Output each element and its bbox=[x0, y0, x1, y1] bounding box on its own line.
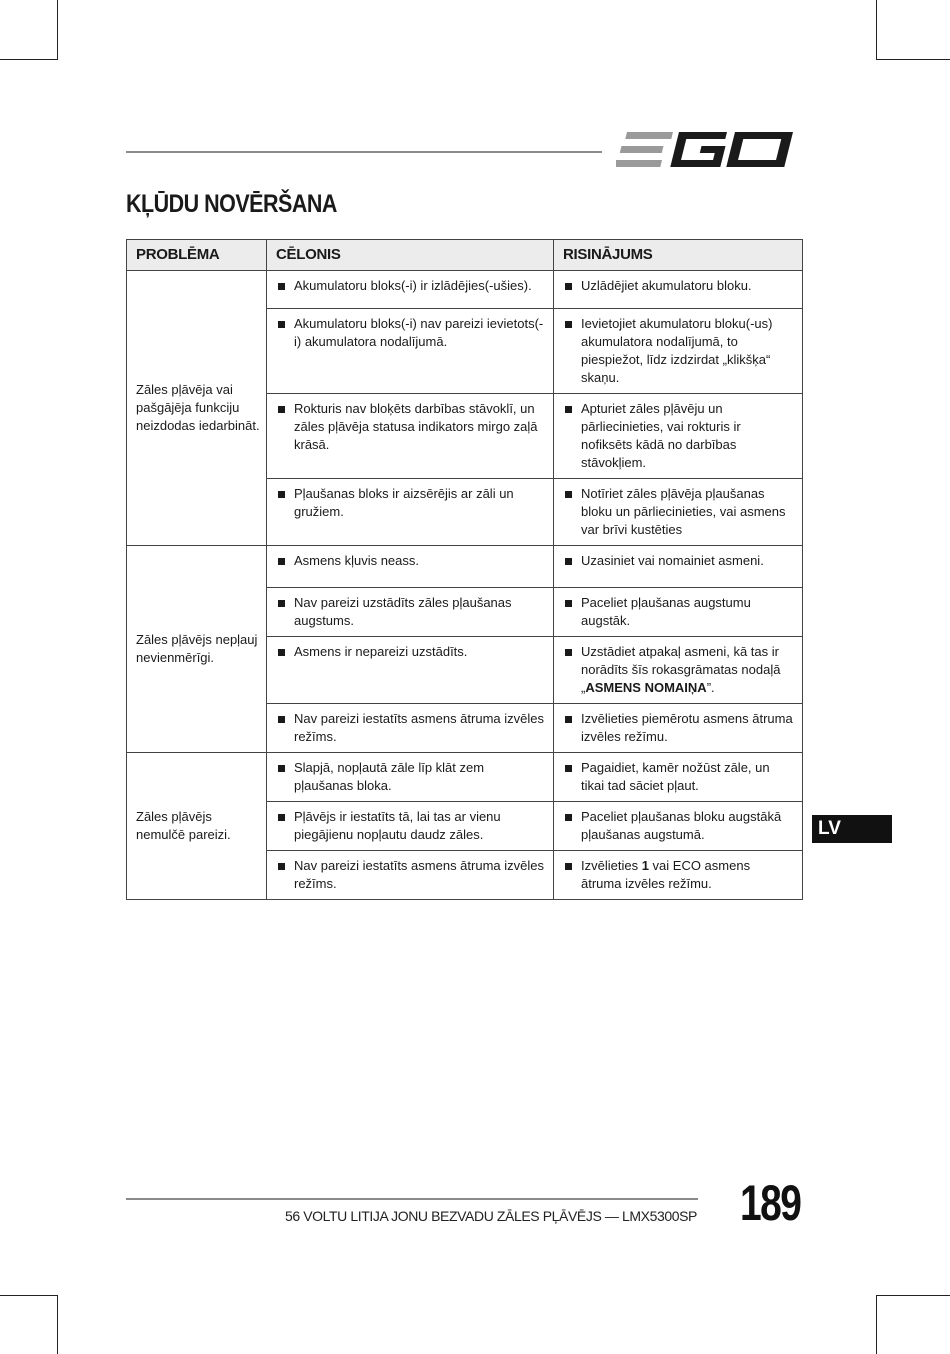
solution-text: Uzasiniet vai nomainiet asmeni. bbox=[581, 553, 764, 568]
bullet-icon bbox=[565, 491, 572, 498]
cause-text: Asmens kļuvis neass. bbox=[294, 553, 419, 568]
solution-cell bbox=[554, 637, 803, 704]
cause-cell bbox=[267, 271, 554, 309]
cause-text: Rokturis nav bloķēts darbības stāvoklī, un zāles pļāvēja statusa indikators mirgo zaļā krāsā. bbox=[294, 401, 538, 452]
solution-text-end: vai ECO asmens ātruma izvēles režīmu. bbox=[581, 858, 751, 891]
bullet-icon bbox=[278, 863, 285, 870]
bullet-icon bbox=[565, 558, 572, 565]
solution-cell bbox=[554, 802, 803, 851]
bullet-icon bbox=[278, 814, 285, 821]
cause-text: Akumulatoru bloks(-i) nav pareizi ievietots(-i) akumulatora nodalījumā. bbox=[294, 316, 544, 349]
solution-text-end: ”. bbox=[706, 680, 715, 695]
cause-text: Nav pareizi uzstādīts zāles pļaušanas augstums. bbox=[294, 595, 512, 628]
solution-text: Notīriet zāles pļāvēja pļaušanas bloku un pārliecinieties, vai asmens var brīvi kustēties bbox=[581, 486, 786, 537]
solution-text: Pagaidiet, kamēr nožūst zāle, un tikai tad sāciet pļaut. bbox=[581, 760, 770, 793]
solution-cell bbox=[554, 479, 803, 546]
bullet-icon bbox=[565, 716, 572, 723]
solution-text: Izvēlieties piemērotu asmens ātruma izvēles režīmu. bbox=[581, 711, 793, 744]
cause-cell bbox=[267, 479, 554, 546]
solution-cell bbox=[554, 588, 803, 637]
solution-text bbox=[581, 643, 794, 697]
solution-cell bbox=[554, 851, 803, 900]
bullet-icon bbox=[278, 321, 285, 328]
bullet-icon bbox=[565, 814, 572, 821]
bullet-icon bbox=[278, 491, 285, 498]
table-header-row bbox=[127, 240, 803, 271]
table-row bbox=[127, 546, 803, 588]
problem-cell: Zāles pļāvējs nepļauj nevienmērīgi. bbox=[127, 546, 267, 753]
cause-text: Slapjā, nopļautā zāle līp klāt zem pļaušanas bloka. bbox=[294, 760, 485, 793]
cause-text: Asmens ir nepareizi uzstādīts. bbox=[294, 644, 468, 659]
cause-cell bbox=[267, 588, 554, 637]
bullet-icon bbox=[278, 283, 285, 290]
cause-text: Pļāvējs ir iestatīts tā, lai tas ar vienu piegājienu nopļautu daudz zāles. bbox=[294, 809, 501, 842]
section-reference: ASMENS NOMAIŅA bbox=[585, 680, 707, 695]
crop-mark bbox=[876, 1295, 950, 1296]
crop-mark bbox=[876, 0, 877, 60]
cause-cell bbox=[267, 546, 554, 588]
bullet-icon bbox=[278, 558, 285, 565]
solution-text: Paceliet pļaušanas bloku augstākā pļaušanas augstumā. bbox=[581, 809, 782, 842]
solution-text: Uzlādējiet akumulatoru bloku. bbox=[581, 278, 752, 293]
solution-text: Paceliet pļaušanas augstumu augstāk. bbox=[581, 595, 751, 628]
page-number: 189 bbox=[740, 1175, 801, 1231]
solution-text bbox=[581, 857, 794, 893]
bullet-icon bbox=[565, 283, 572, 290]
cause-text: Nav pareizi iestatīts asmens ātruma izvēles režīms. bbox=[294, 858, 544, 891]
bullet-icon bbox=[278, 765, 285, 772]
cause-cell bbox=[267, 802, 554, 851]
header-cause: CĒLONIS bbox=[267, 240, 554, 271]
bullet-icon bbox=[565, 863, 572, 870]
crop-mark bbox=[876, 59, 950, 60]
bullet-icon bbox=[565, 321, 572, 328]
bullet-icon bbox=[565, 765, 572, 772]
solution-text: Apturiet zāles pļāvēju un pārliecinieties, vai rokturis ir nofiksēts kādā no darbības stāvokļiem. bbox=[581, 401, 741, 470]
crop-mark bbox=[57, 0, 58, 60]
footer-product-name: 56 VOLTU LITIJA JONU BEZVADU ZĀLES PĻĀVĒJS — LMX5300SP bbox=[284, 1208, 697, 1224]
cause-text: Nav pareizi iestatīts asmens ātruma izvēles režīms. bbox=[294, 711, 544, 744]
crop-mark bbox=[0, 59, 58, 60]
solution-cell bbox=[554, 271, 803, 309]
crop-mark bbox=[57, 1295, 58, 1354]
header-solution: RISINĀJUMS bbox=[554, 240, 803, 271]
cause-cell bbox=[267, 637, 554, 704]
footer-rule bbox=[126, 1198, 698, 1200]
cause-cell bbox=[267, 394, 554, 479]
header-problem: PROBLĒMA bbox=[127, 240, 267, 271]
solution-text-start: Uzstādiet atpakaļ asmeni, kā tas ir norādīts šīs rokasgrāmatas nodaļā „ bbox=[581, 644, 781, 695]
ego-logo bbox=[616, 128, 800, 172]
solution-cell bbox=[554, 309, 803, 394]
bullet-icon bbox=[278, 406, 285, 413]
cause-text: Pļaušanas bloks ir aizsērējis ar zāli un gružiem. bbox=[294, 486, 514, 519]
problem-cell: Zāles pļāvēja vai pašgājēja funkciju neizdodas iedarbināt. bbox=[127, 271, 267, 546]
table-row bbox=[127, 753, 803, 802]
bullet-icon bbox=[278, 716, 285, 723]
bullet-icon bbox=[278, 600, 285, 607]
solution-cell bbox=[554, 704, 803, 753]
bullet-icon bbox=[565, 406, 572, 413]
header-rule bbox=[126, 151, 602, 153]
bullet-icon bbox=[565, 600, 572, 607]
crop-mark bbox=[0, 1295, 58, 1296]
solution-cell bbox=[554, 753, 803, 802]
bullet-icon bbox=[278, 649, 285, 656]
solution-text: Ievietojiet akumulatoru bloku(-us) akumulatora nodalījumā, to piespiežot, līdz izdzirdat „klikšķa“ skaņu. bbox=[581, 316, 773, 385]
cause-cell bbox=[267, 753, 554, 802]
page-title: KĻŪDU NOVĒRŠANA bbox=[126, 190, 337, 218]
crop-mark bbox=[876, 1295, 877, 1354]
mode-number: 1 bbox=[641, 858, 649, 873]
solution-cell bbox=[554, 394, 803, 479]
troubleshooting-table bbox=[126, 239, 803, 900]
cause-cell bbox=[267, 309, 554, 394]
bullet-icon bbox=[565, 649, 572, 656]
solution-text-start: Izvēlieties bbox=[581, 858, 642, 873]
table-row bbox=[127, 271, 803, 309]
cause-cell bbox=[267, 851, 554, 900]
cause-text: Akumulatoru bloks(-i) ir izlādējies(-ušies). bbox=[294, 278, 532, 293]
cause-cell bbox=[267, 704, 554, 753]
problem-cell: Zāles pļāvējs nemulčē pareizi. bbox=[127, 753, 267, 900]
solution-cell bbox=[554, 546, 803, 588]
language-tab: LV bbox=[812, 815, 892, 843]
